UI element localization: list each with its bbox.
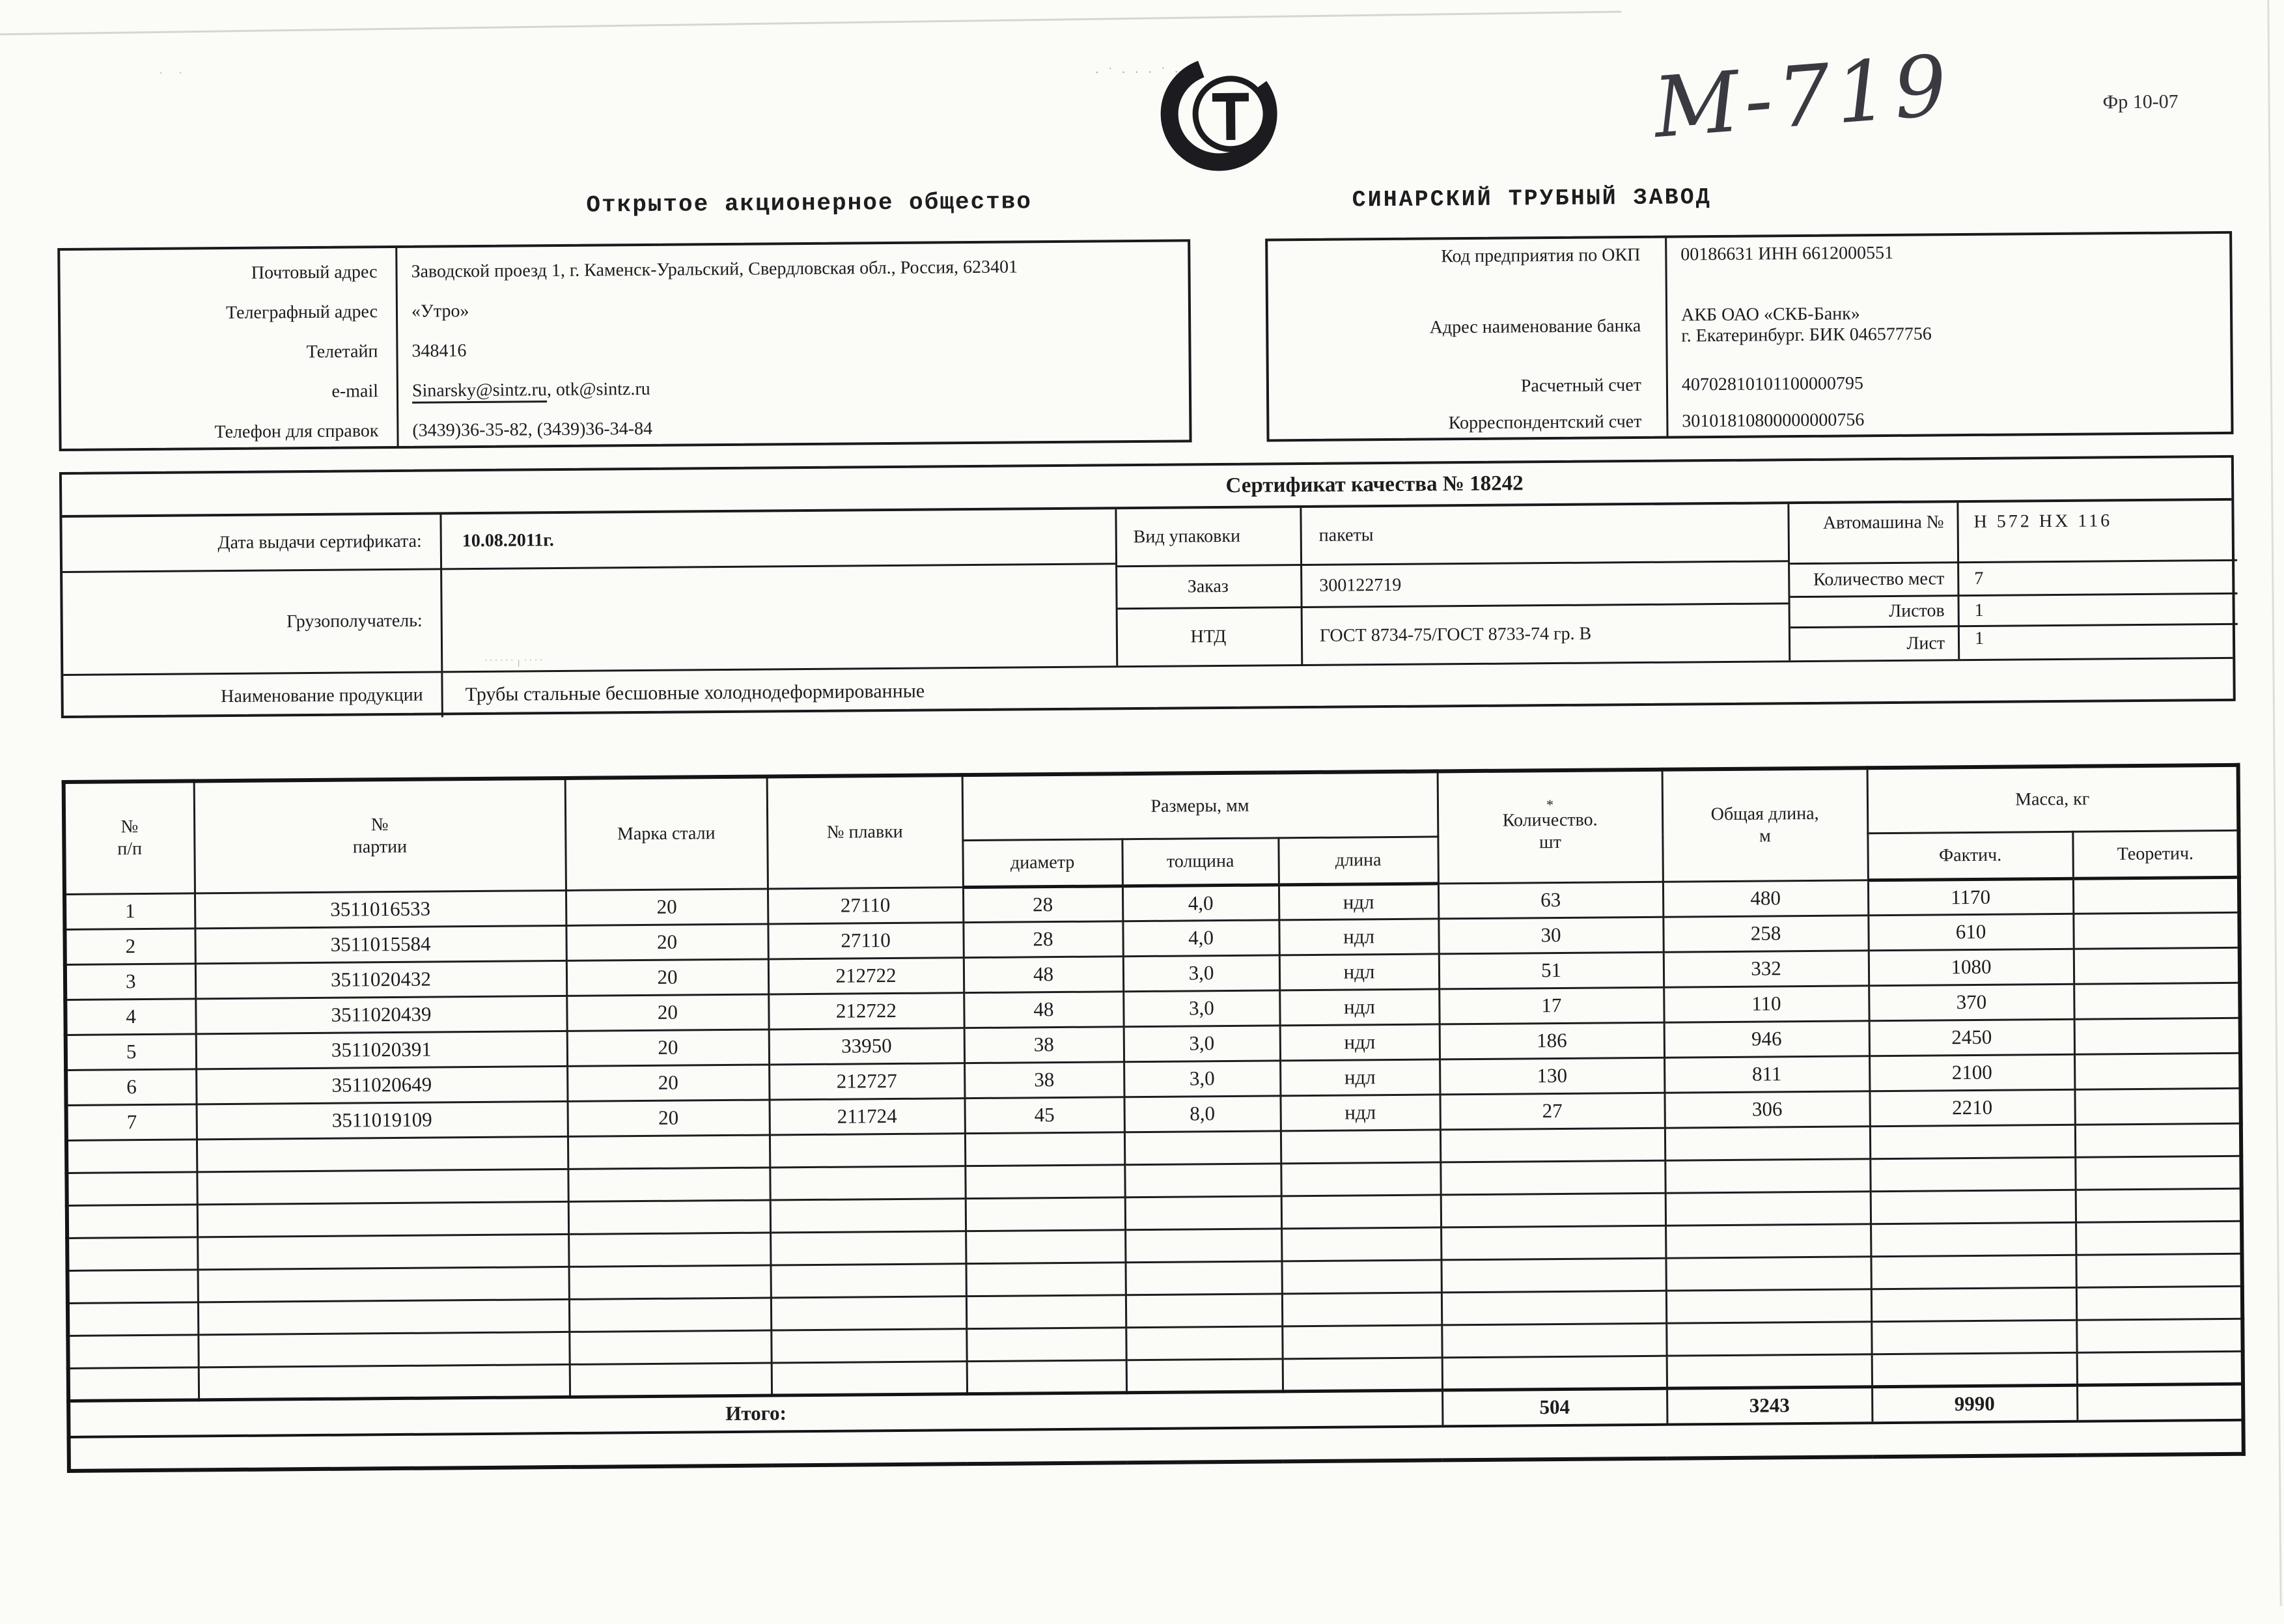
table-cell: 212727: [769, 1063, 964, 1099]
table-cell: [1441, 1291, 1666, 1325]
table-cell: 946: [1664, 1020, 1869, 1057]
places-label: Количество мест: [1813, 568, 1945, 590]
handwritten-mark: М-719: [1650, 36, 1956, 158]
table-cell: 20: [567, 1029, 769, 1066]
main-table-wrap: [62, 763, 2246, 1473]
table-cell: [1125, 1196, 1281, 1229]
table-cell: [1441, 1193, 1665, 1227]
table-cell: [2073, 912, 2239, 949]
table-cell: 27110: [768, 922, 963, 959]
table-cell: 130: [1440, 1057, 1664, 1095]
table-cell: [198, 1299, 569, 1334]
scan-artifact-pencil-marks: · ·: [158, 64, 189, 82]
table-cell: [966, 1295, 1126, 1328]
issue-date-label: Дата выдачи сертификата:: [217, 531, 422, 553]
table-cell: [965, 1132, 1124, 1166]
table-cell: 51: [1439, 952, 1664, 989]
table-cell: [2076, 1253, 2242, 1287]
table-cell: [569, 1298, 771, 1332]
bank-name-label: Адрес наименование банка: [1429, 315, 1641, 338]
table-cell: 5: [66, 1033, 196, 1070]
product-label: Наименование продукции: [221, 684, 423, 707]
header-line: №: [370, 814, 389, 835]
header-line: Общая длина,: [1710, 803, 1819, 824]
table-cell: [570, 1362, 772, 1396]
table-cell: [66, 1139, 197, 1173]
table-cell: 1170: [1868, 878, 2073, 915]
corr-account-value: 30101810800000000756: [1682, 410, 1865, 432]
certificate-body: [62, 501, 2233, 674]
table-cell: [2076, 1221, 2242, 1255]
header-total-length: [1662, 768, 1868, 881]
table-cell: [1665, 1256, 1871, 1290]
header-mass-theoretical: Теоретич.: [2072, 830, 2239, 878]
table-cell: 20: [568, 1100, 770, 1136]
quantity-footnote-mark: *: [1546, 796, 1554, 813]
packaging-value: пакеты: [1318, 525, 1374, 546]
table-cell: [1281, 1259, 1441, 1293]
header-line: п/п: [117, 838, 143, 860]
header-length: длина: [1278, 836, 1438, 884]
order-label: Заказ: [1187, 576, 1229, 597]
table-cell: [197, 1169, 568, 1204]
table-cell: [1871, 1320, 2076, 1354]
table-cell: 3511020432: [195, 960, 566, 998]
total-quantity: 504: [1442, 1388, 1667, 1427]
header-heat-number: № плавки: [767, 775, 963, 888]
table-cell: [68, 1367, 199, 1401]
table-cell: [770, 1198, 966, 1232]
table-cell: [2074, 1053, 2240, 1089]
consignee-label: Грузополучатель:: [286, 610, 423, 632]
total-label: Итого:: [68, 1390, 1442, 1437]
table-cell: [568, 1233, 770, 1267]
header-line: Количество.: [1502, 809, 1598, 831]
bank-row-name: [1268, 281, 2231, 371]
table-cell: 2: [64, 928, 195, 964]
telegraph-address-value: «Утро»: [411, 300, 469, 322]
table-cell: 28: [963, 886, 1122, 922]
phone-value: (3439)36-35-82, (3439)36-34-84: [412, 418, 653, 441]
table-cell: [1872, 1352, 2077, 1386]
table-cell: [2074, 1088, 2240, 1125]
email-secondary: , otk@sintz.ru: [546, 378, 650, 400]
table-cell: [1667, 1354, 1872, 1388]
cert-vline: [1957, 503, 1960, 659]
table-cell: 2210: [1869, 1089, 2074, 1126]
table-cell: [1281, 1129, 1440, 1163]
table-cell: [2076, 1286, 2242, 1320]
order-value: 300122719: [1319, 574, 1402, 596]
table-cell: 258: [1663, 915, 1868, 951]
table-cell: 20: [566, 959, 768, 996]
table-cell: 211724: [770, 1098, 965, 1134]
table-cell: 38: [964, 1061, 1124, 1098]
total-mass: 9990: [1872, 1385, 2077, 1423]
table-cell: 3,0: [1123, 990, 1279, 1026]
bank-box: [1265, 231, 2233, 442]
table-cell: [1282, 1292, 1441, 1326]
table-cell: 370: [1869, 984, 2074, 1020]
table-cell: [1281, 1194, 1441, 1228]
header-steel-grade: Марка стали: [565, 777, 768, 890]
table-cell: 6: [66, 1069, 196, 1105]
ntd-label: НТД: [1190, 626, 1227, 647]
sheet-label: Лист: [1906, 632, 1945, 654]
table-cell: [568, 1200, 770, 1234]
ntd-value: ГОСТ 8734-75/ГОСТ 8733-74 гр. В: [1319, 623, 1592, 646]
table-cell: 27: [1440, 1093, 1665, 1130]
table-cell: 332: [1664, 950, 1869, 987]
main-table: [62, 763, 2246, 1473]
table-cell: [1281, 1162, 1440, 1196]
table-cell: [2074, 947, 2240, 984]
email-value: [397, 374, 1184, 402]
table-cell: [199, 1364, 570, 1399]
table-cell: [770, 1133, 965, 1167]
table-cell: 4: [65, 998, 195, 1035]
table-cell: [1441, 1323, 1666, 1358]
table-cell: [1125, 1261, 1281, 1295]
total-mass-theoretical: [2077, 1384, 2243, 1421]
table-cell: 20: [566, 889, 768, 925]
table-cell: [1666, 1321, 1871, 1355]
table-cell: 30: [1438, 917, 1663, 954]
table-cell: 1080: [1869, 949, 2074, 985]
table-cell: 306: [1664, 1091, 1869, 1127]
table-cell: [1666, 1289, 1871, 1323]
table-cell: [1871, 1190, 2076, 1224]
table-cell: [1442, 1356, 1667, 1390]
table-cell: ндл: [1279, 988, 1439, 1025]
table-cell: [966, 1197, 1125, 1231]
table-cell: ндл: [1279, 918, 1438, 955]
table-cell: 3,0: [1124, 1025, 1280, 1061]
table-cell: [2076, 1188, 2242, 1222]
bank-name-line1: АКБ ОАО «СКБ-Банк»: [1680, 303, 1860, 326]
table-cell: 3511019109: [197, 1101, 568, 1139]
table-cell: [1665, 1224, 1871, 1257]
certificate-title: Сертификат качества № 18242: [62, 458, 2231, 518]
scan-artifact-speckles: ·˙···˙·: [1094, 63, 1188, 81]
table-cell: 4,0: [1122, 884, 1279, 921]
table-cell: 28: [963, 921, 1122, 957]
table-cell: 186: [1440, 1022, 1664, 1059]
truck-label: Автомашина №: [1822, 512, 1944, 533]
table-cell: [1870, 1157, 2075, 1191]
bank-name-line2: г. Екатеринбург. БИК 046577756: [1681, 324, 1932, 346]
email-label: e-mail: [331, 380, 379, 402]
header-batch-number: [194, 778, 566, 893]
table-cell: [2074, 1018, 2240, 1054]
table-cell: 3511020439: [195, 996, 566, 1033]
table-cell: [67, 1237, 197, 1270]
table-cell: [2073, 877, 2239, 914]
issue-date-value: 10.08.2011г.: [462, 530, 554, 552]
table-cell: 480: [1663, 880, 1868, 916]
table-cell: 20: [566, 994, 768, 1031]
table-cell: [966, 1229, 1125, 1263]
scan-artifact-right-edge: [2267, 0, 2281, 1606]
table-cell: [1665, 1126, 1870, 1160]
table-cell: 4,0: [1122, 919, 1279, 956]
table-cell: [1124, 1130, 1281, 1164]
header-mass-actual: Фактич.: [1867, 832, 2073, 880]
table-cell: [66, 1171, 197, 1205]
table-cell: ндл: [1280, 1094, 1440, 1130]
table-cell: 610: [1868, 914, 2073, 950]
teletype-value: 348416: [411, 340, 467, 361]
table-cell: 212722: [768, 957, 964, 994]
table-cell: 3511020649: [196, 1066, 567, 1104]
table-cell: 811: [1664, 1056, 1869, 1092]
table-cell: [1125, 1228, 1281, 1262]
cert-vline: [439, 514, 443, 671]
certificate-box: [59, 455, 2236, 718]
header-sizes-group: Размеры, мм: [962, 771, 1438, 840]
table-cell: [1870, 1125, 2075, 1158]
table-cell: [568, 1135, 770, 1169]
table-cell: [198, 1267, 569, 1302]
table-cell: ндл: [1280, 1024, 1440, 1060]
table-cell: 2450: [1869, 1019, 2074, 1056]
postal-address-value: Заводской проезд 1, г. Каменск-Уральский, Свердловская обл., Россия, 623401: [411, 256, 1018, 282]
table-cell: [68, 1269, 198, 1303]
table-cell: 48: [964, 991, 1123, 1028]
header-row-number: [64, 781, 195, 894]
header-mass-group: Масса, кг: [1867, 765, 2239, 833]
table-cell: [1126, 1326, 1282, 1360]
org-type-heading: Открытое акционерное общество: [586, 188, 1033, 219]
header-diameter: диаметр: [962, 839, 1122, 887]
header-line: м: [1759, 826, 1771, 847]
scan-artifact-top-line: [0, 10, 1621, 35]
table-cell: 48: [964, 956, 1123, 992]
table-cell: [770, 1231, 966, 1265]
table-cell: 7: [66, 1104, 197, 1140]
table-cell: [2077, 1351, 2243, 1385]
table-cell: 45: [964, 1097, 1124, 1133]
sheets-value: 1: [1974, 600, 1984, 621]
teletype-label: Телетайп: [306, 341, 378, 362]
table-cell: [1281, 1227, 1441, 1261]
form-code: Фр 10-07: [2102, 91, 2179, 113]
consignee-value: [462, 565, 1114, 671]
table-cell: [772, 1361, 967, 1395]
table-cell: [1283, 1357, 1442, 1391]
table-cell: [1871, 1255, 2076, 1289]
table-cell: [197, 1201, 568, 1237]
phone-label: Телефон для справок: [214, 420, 379, 442]
table-cell: [966, 1327, 1126, 1361]
table-cell: 33950: [769, 1028, 964, 1064]
table-cell: 20: [567, 1065, 769, 1101]
email-primary: Sinarsky@sintz.ru: [412, 380, 547, 404]
table-cell: 3,0: [1123, 955, 1279, 991]
table-cell: [1126, 1293, 1282, 1327]
table-cell: [2075, 1123, 2241, 1157]
header-quantity: [1438, 770, 1663, 884]
scan-artifact-faint-dots: ······╷····: [484, 653, 545, 667]
bank-name-value: [1665, 303, 1932, 346]
table-cell: 3511016533: [195, 890, 566, 928]
table-cell: [1871, 1287, 2076, 1321]
table-cell: [771, 1328, 966, 1362]
truck-value: Н 572 НХ 116: [1973, 511, 2113, 532]
header-line: партии: [352, 836, 408, 858]
contacts-box: [57, 239, 1191, 451]
table-cell: [568, 1168, 770, 1201]
header-thickness: толщина: [1122, 837, 1279, 886]
table-cell: [771, 1296, 966, 1330]
table-cell: [1440, 1128, 1665, 1162]
header-line: шт: [1539, 832, 1561, 852]
header-line: №: [120, 816, 139, 837]
places-value: 7: [1974, 568, 1984, 589]
table-cell: [2076, 1319, 2242, 1352]
org-name-heading: СИНАРСКИЙ ТРУБНЫЙ ЗАВОД: [1352, 184, 1712, 214]
postal-address-label: Почтовый адрес: [251, 261, 378, 283]
table-cell: [1665, 1191, 1871, 1225]
table-cell: [966, 1262, 1125, 1296]
table-header: [64, 765, 2239, 894]
table-cell: [2075, 1156, 2241, 1190]
packaging-label: Вид упаковки: [1133, 525, 1241, 548]
telegraph-address-label: Телеграфный адрес: [225, 301, 378, 323]
corr-account-label: Корреспондентский счет: [1448, 411, 1642, 434]
product-value: Трубы стальные бесшовные холоднодеформированные: [465, 680, 925, 706]
total-length: 3243: [1667, 1386, 1872, 1424]
table-cell: ндл: [1279, 953, 1439, 990]
table-cell: [967, 1360, 1126, 1393]
table-cell: [197, 1234, 568, 1269]
table-cell: ндл: [1280, 1059, 1440, 1095]
table-cell: [1441, 1258, 1665, 1293]
table-cell: [1282, 1324, 1441, 1358]
table-cell: 38: [964, 1026, 1124, 1063]
factory-logo-icon: [1145, 56, 1299, 175]
table-cell: 17: [1439, 987, 1664, 1024]
table-cell: ндл: [1279, 883, 1438, 919]
table-cell: 2100: [1869, 1054, 2074, 1091]
table-cell: 3,0: [1124, 1060, 1280, 1097]
okp-code-value: 00186631 ИНН 6612000551: [1680, 242, 1894, 265]
bank-row-okp: [1268, 234, 2230, 288]
table-cell: [1124, 1163, 1281, 1197]
table-cell: 63: [1438, 882, 1663, 919]
table-cell: [770, 1166, 965, 1199]
table-cell: 212722: [768, 992, 964, 1029]
okp-code-label: Код предприятия по ОКП: [1441, 244, 1641, 267]
table-cell: [965, 1164, 1124, 1198]
settlement-account-label: Расчетный счет: [1520, 374, 1642, 397]
table-cell: [1126, 1358, 1283, 1392]
table-cell: [67, 1204, 197, 1238]
table-cell: 3: [65, 963, 195, 1000]
table-cell: [1440, 1160, 1665, 1195]
table-cell: [2074, 983, 2240, 1019]
table-cell: 8,0: [1124, 1095, 1280, 1132]
table-cell: [198, 1332, 569, 1367]
table-cell: [569, 1265, 771, 1299]
table-cell: [1665, 1158, 1870, 1192]
table-cell: 1: [64, 893, 195, 929]
table-cell: [1871, 1222, 2076, 1256]
table-cell: 3511020391: [196, 1031, 567, 1069]
table-cell: 20: [566, 924, 768, 960]
table-cell: 27110: [768, 887, 963, 923]
table-body: [64, 877, 2243, 1401]
settlement-account-value: 40702810101100000795: [1681, 373, 1864, 395]
contacts-row-phone: [61, 404, 1189, 453]
table-cell: [197, 1136, 568, 1171]
bank-row-corr: [1269, 399, 2231, 443]
table-cell: 3511015584: [195, 925, 566, 963]
table-cell: [770, 1263, 966, 1297]
table-cell: [569, 1330, 771, 1364]
sheet-value: 1: [1974, 628, 1985, 649]
table-cell: [68, 1302, 198, 1336]
sheets-label: Листов: [1889, 600, 1945, 621]
table-cell: [68, 1334, 198, 1368]
table-cell: 110: [1664, 985, 1869, 1022]
table-cell: [1441, 1225, 1665, 1260]
